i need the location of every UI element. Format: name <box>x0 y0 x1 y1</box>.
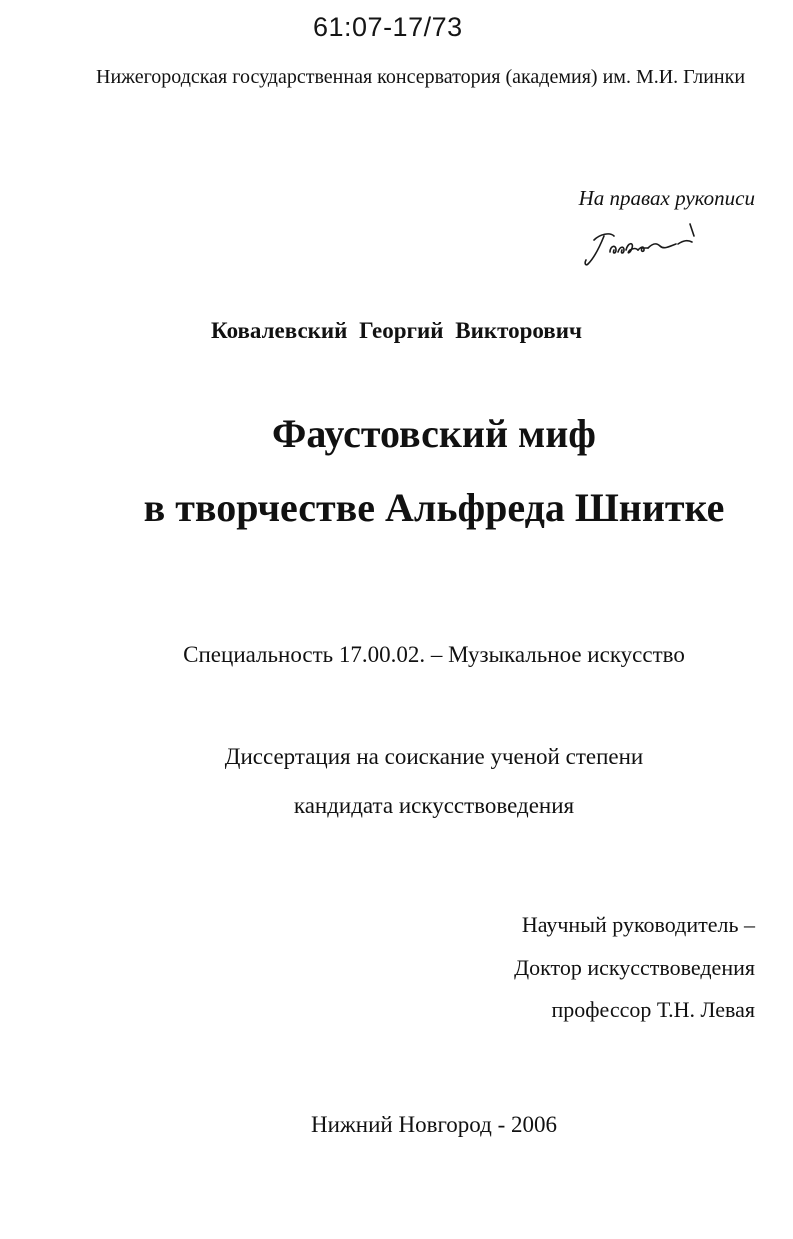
archive-stamp-number: 61:07-17/73 <box>313 12 463 42</box>
dissertation-title-line-2: в творчестве Альфреда Шнитке <box>143 485 725 530</box>
handwritten-signature-icon <box>580 218 710 274</box>
manuscript-rights-note: На правах рукописи <box>578 186 755 210</box>
specialty-line: Специальность 17.00.02. – Музыкальное искусство <box>183 642 685 667</box>
supervisor-degree: Доктор искусствоведения <box>514 955 755 980</box>
institution-name: Нижегородская государственная консерватория (академия) им. М.И. Глинки <box>96 66 746 88</box>
degree-statement-line-1: Диссертация на соискание ученой степени <box>224 744 644 769</box>
supervisor-name: профессор Т.Н. Левая <box>551 997 755 1022</box>
supervisor-heading: Научный руководитель – <box>521 912 755 937</box>
author-name: Ковалевский Георгий Викторович <box>211 318 582 343</box>
city-and-year: Нижний Новгород - 2006 <box>310 1112 557 1137</box>
dissertation-title-line-1: Фаустовский миф <box>272 411 596 456</box>
degree-statement-line-2: кандидата искусствоведения <box>293 793 575 818</box>
